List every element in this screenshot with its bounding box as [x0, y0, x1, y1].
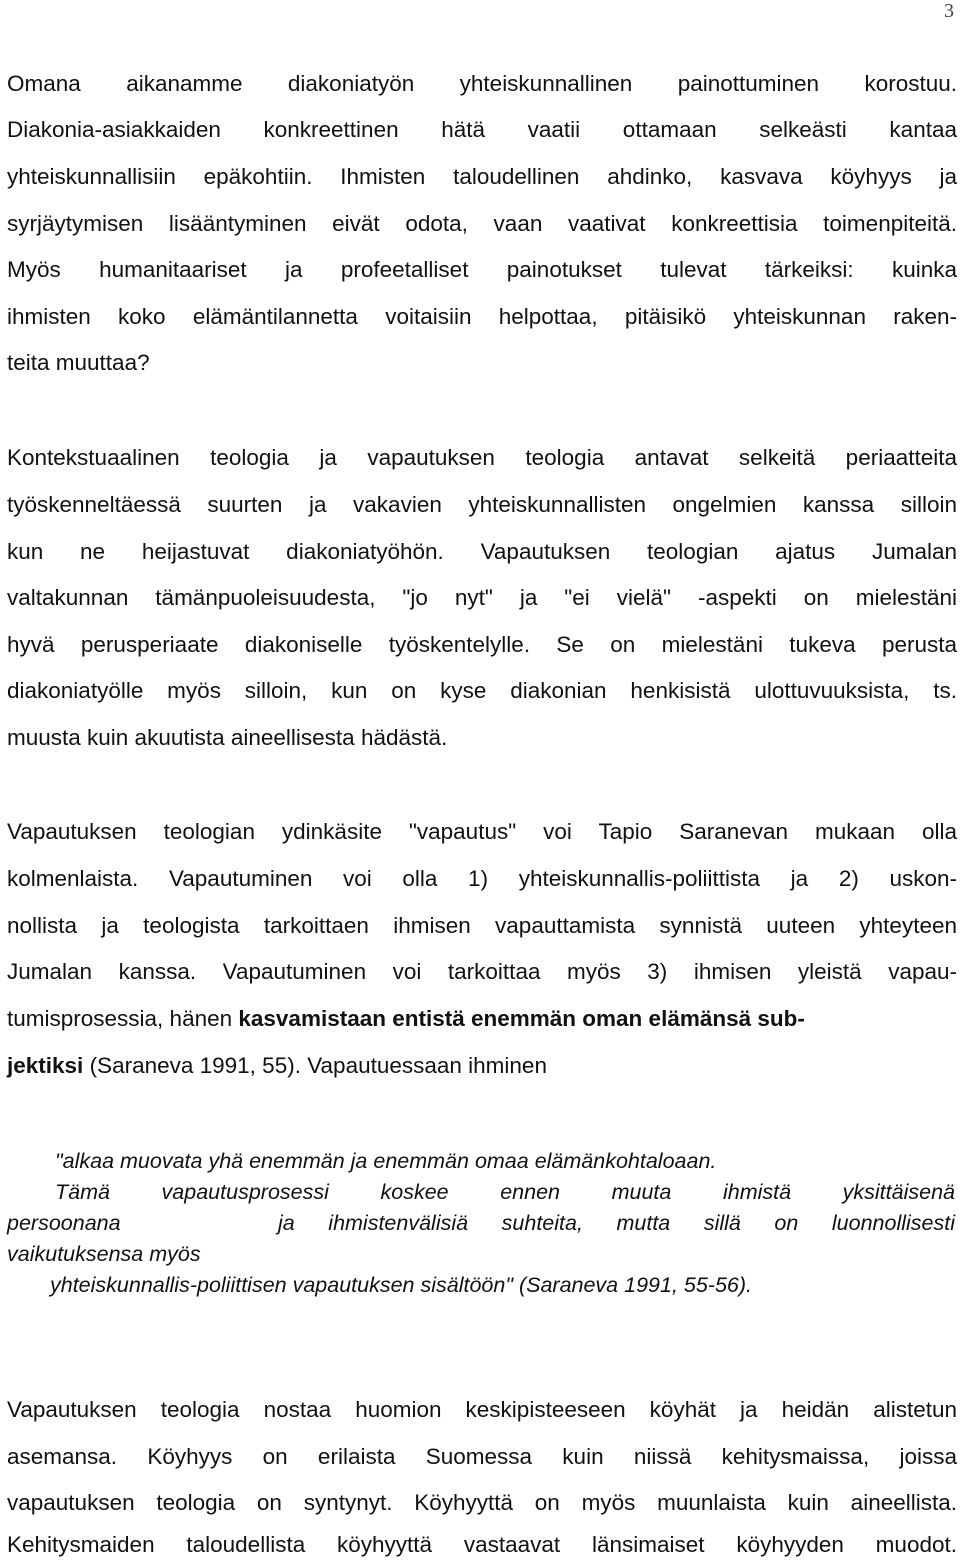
paragraph-line: ihmisten koko elämäntilannetta voitaisiin helpottaa, pitäisikö yhteiskunnan raken- [7, 304, 957, 329]
paragraph-line: hyvä perusperiaate diakoniselle työskentelylle. Se on mielestäni tukeva perusta [7, 632, 957, 657]
quote-line: vaikutuksensa myös [7, 1242, 201, 1266]
paragraph-line: kolmenlaista. Vapautuminen voi olla 1) yhteiskunnallis-poliittista ja 2) uskon- [7, 866, 957, 891]
paragraph-line: asemansa. Köyhyys on erilaista Suomessa kuin niissä kehitysmaissa, joissa [7, 1444, 957, 1469]
paragraph-line: diakoniatyölle myös silloin, kun on kyse diakonian henkisistä ulottuvuuksista, ts. [7, 678, 957, 703]
paragraph-line: vapautuksen teologia on syntynyt. Köyhyyttä on myös muunlaista kuin aineellista. [7, 1490, 957, 1515]
paragraph-line: kun ne heijastuvat diakoniatyöhön. Vapautuksen teologian ajatus Jumalan [7, 539, 957, 564]
quote-line: ja ihmistenvälisiä suhteita, mutta sillä on luonnollisesti [278, 1211, 955, 1235]
paragraph-line: Kontekstuaalinen teologia ja vapautuksen teologia antavat selkeitä periaatteita [7, 445, 957, 470]
paragraph-line: Omana aikanamme diakoniatyön yhteiskunnallinen painottuminen korostuu. [7, 71, 957, 96]
quote-line: yhteiskunnallis-poliittisen vapautuksen sisältöön" (Saraneva 1991, 55-56). [50, 1273, 753, 1297]
paragraph-line: Vapautuksen teologia nostaa huomion keskipisteeseen köyhät ja heidän alistetun [7, 1397, 957, 1422]
paragraph-line: Jumalan kanssa. Vapautuminen voi tarkoittaa myös 3) ihmisen yleistä vapau- [7, 959, 957, 984]
paragraph-line [7, 1005, 957, 1033]
text-run: tumisprosessia, hänen [7, 1006, 239, 1031]
quote-line: "alkaa muovata yhä enemmän ja enemmän omaa elämänkohtaloaan. [55, 1149, 717, 1173]
paragraph-line: nollista ja teologista tarkoittaen ihmisen vapauttamista synnistä uuteen yhteyteen [7, 913, 957, 938]
paragraph-line: syrjäytymisen lisääntyminen eivät odota, vaan vaativat konkreettisia toimenpiteitä. [7, 211, 957, 236]
paragraph-line: työskenneltäessä suurten ja vakavien yhteiskunnallisten ongelmien kanssa silloin [7, 492, 957, 517]
page-number: 3 [944, 0, 954, 22]
bold-text-run: jektiksi [7, 1053, 84, 1078]
quote-line: persoonana [7, 1211, 121, 1235]
paragraph-line: yhteiskunnallisiin epäkohtiin. Ihmisten taloudellinen ahdinko, kasvava köyhyys ja [7, 164, 957, 189]
quote-line: Tämä vapautusprosessi koskee ennen muuta ihmistä yksittäisenä [55, 1180, 955, 1204]
bold-text-run: kasvamistaan entistä enemmän oman elämänsä sub- [238, 1006, 805, 1031]
paragraph-line: Diakonia-asiakkaiden konkreettinen hätä vaatii ottamaan selkeästi kantaa [7, 117, 957, 142]
paragraph-line: Kehitysmaiden taloudellista köyhyyttä vastaavat länsimaiset köyhyyden muodot. [7, 1532, 957, 1557]
paragraph-line: teita muuttaa? [7, 350, 150, 375]
text-run: (Saraneva 1991, 55). Vapautuessaan ihminen [83, 1053, 547, 1078]
paragraph-line: Myös humanitaariset ja profeetalliset painotukset tulevat tärkeiksi: kuinka [7, 257, 957, 282]
paragraph-line: valtakunnan tämänpuoleisuudesta, "jo nyt" ja "ei vielä" -aspekti on mielestäni [7, 585, 957, 610]
paragraph-line [7, 1052, 957, 1080]
paragraph-line: muusta kuin akuutista aineellisesta hädästä. [7, 725, 448, 750]
paragraph-line: Vapautuksen teologian ydinkäsite "vapautus" voi Tapio Saranevan mukaan olla [7, 819, 957, 844]
